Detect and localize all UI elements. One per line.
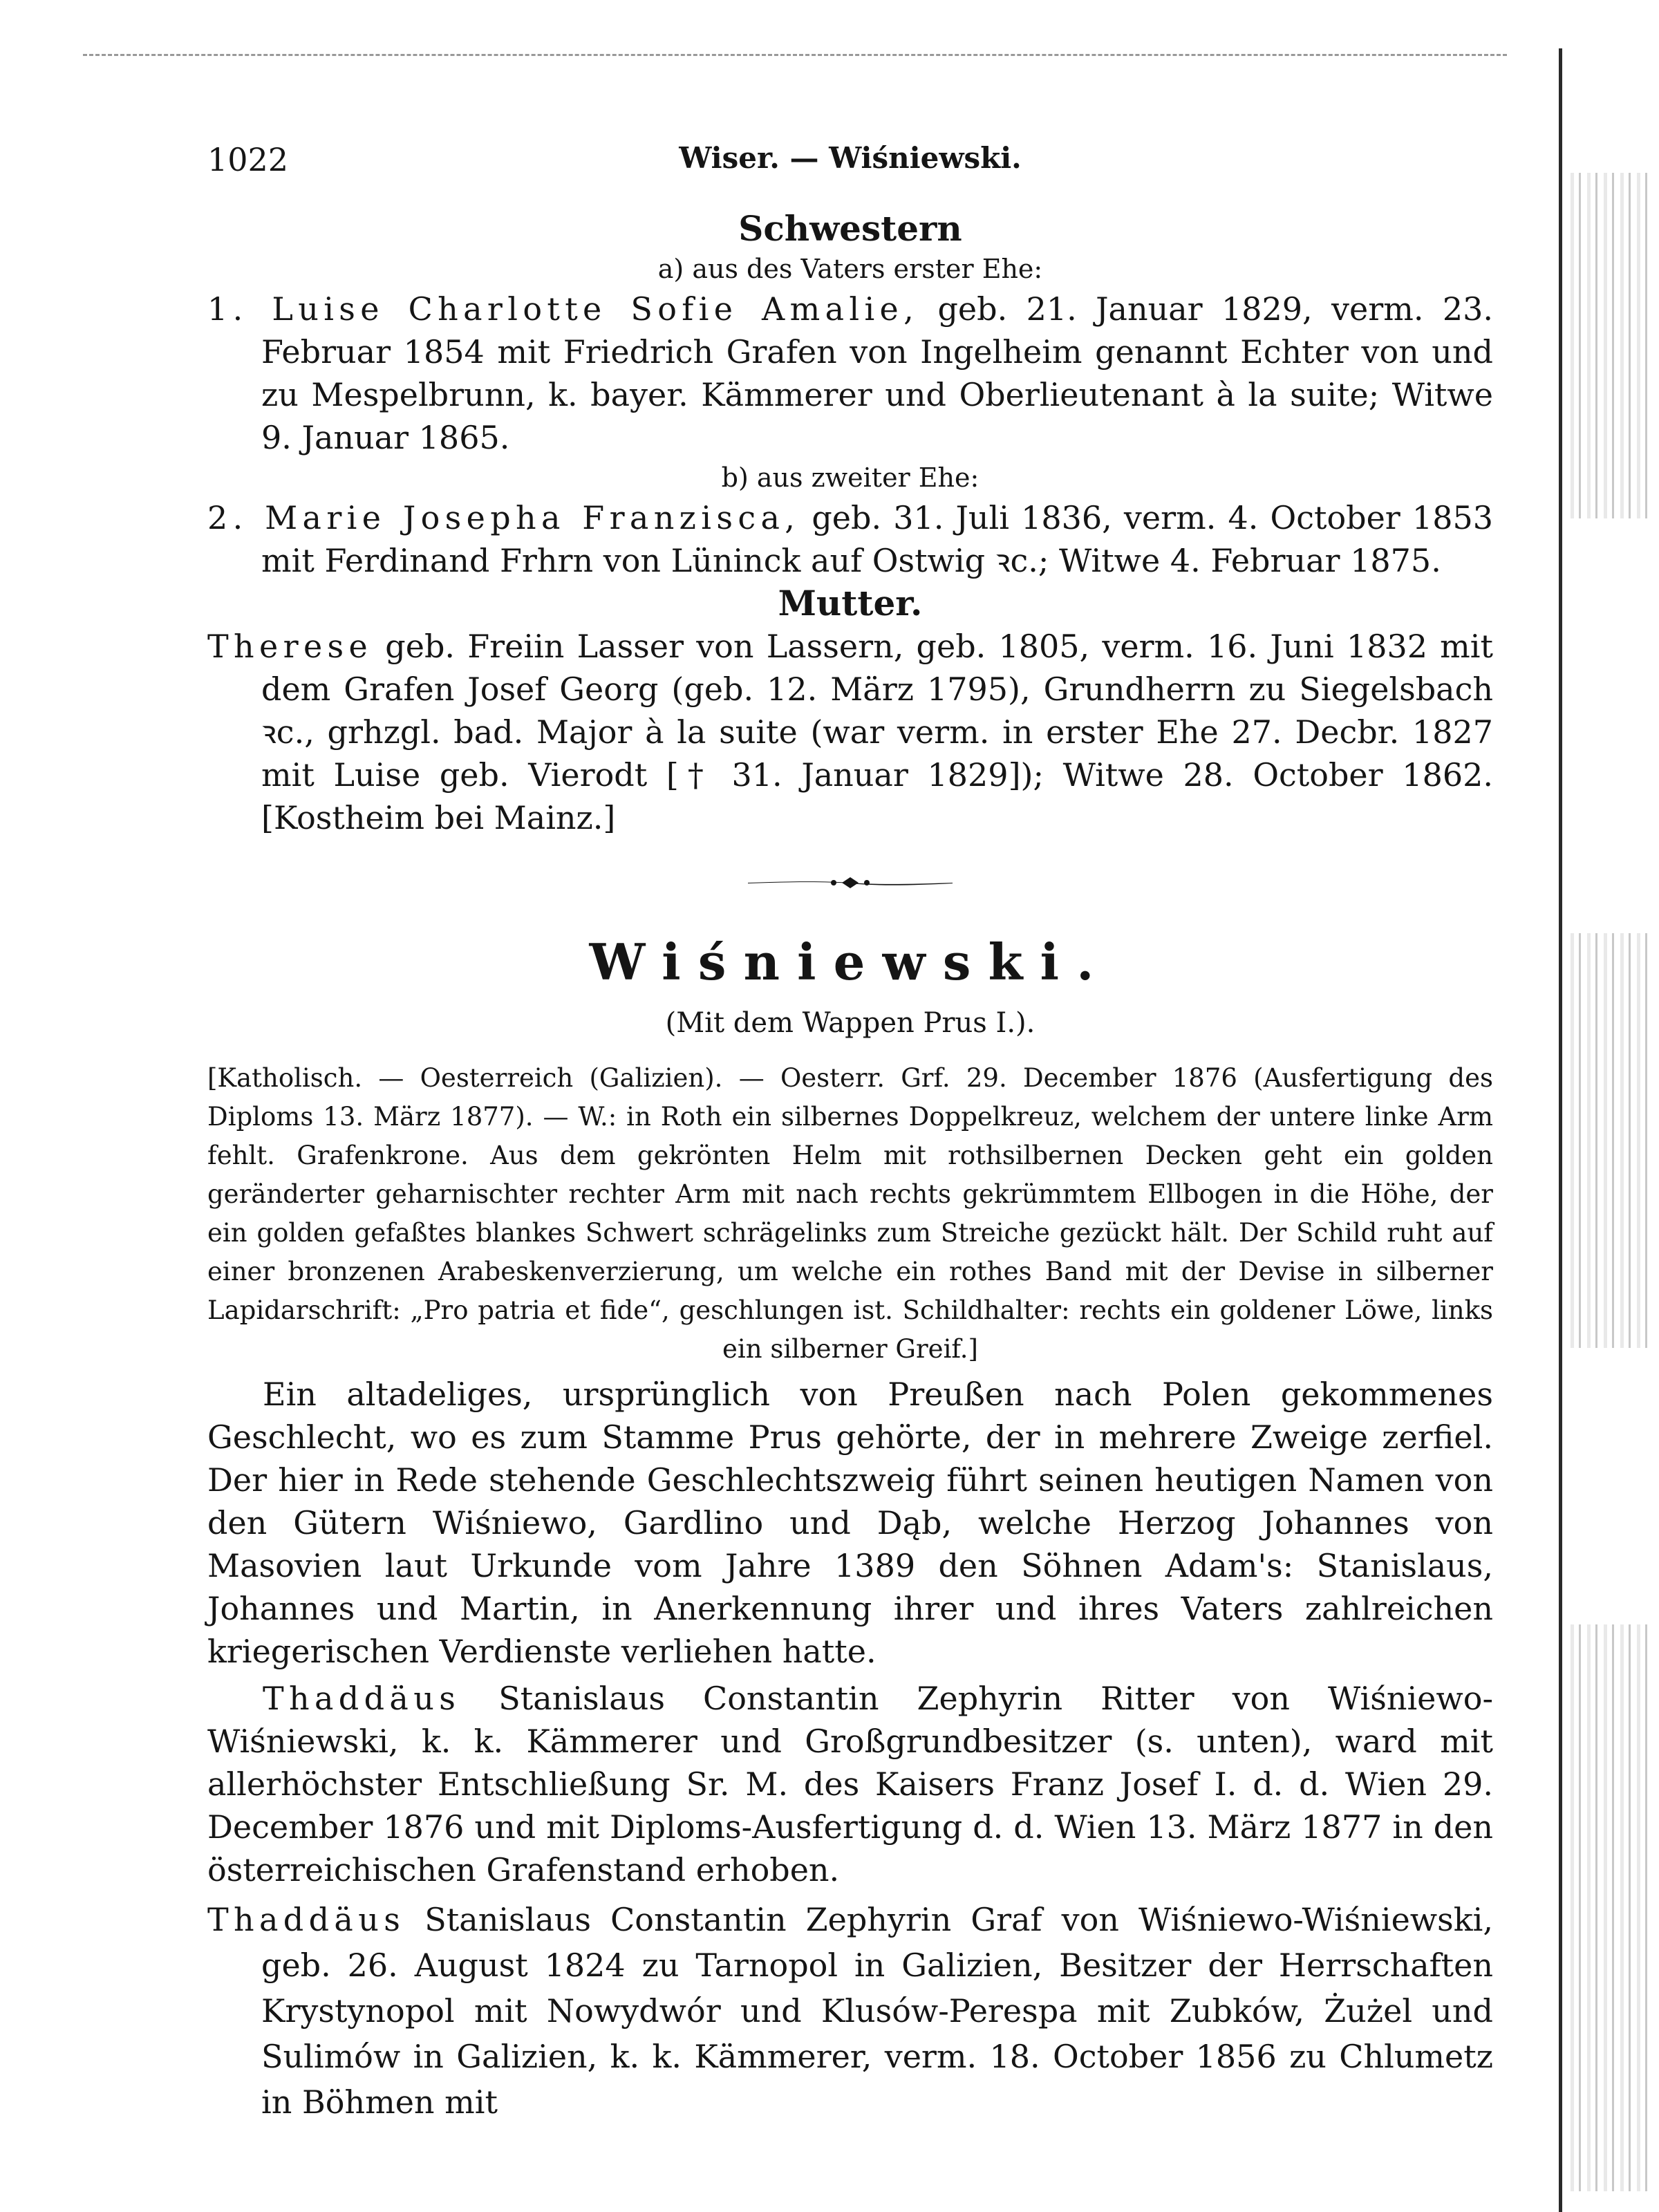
section-divider-ornament xyxy=(747,875,954,890)
family-title: Wiśniewski. xyxy=(589,932,1112,991)
top-edge-line xyxy=(83,54,1507,56)
entry-text: geb. 21. Januar 1829, verm. 23. Februar 1854 mit Friedrich Grafen von Ingelheim genannt Echter von und zu Mespelbrunn, k. bayer. Kämmerer und Oberlieutenant à la suite; Witwe 9. Januar 1865. xyxy=(261,290,1493,456)
history-paragraph: Ein altadeliges, ursprünglich von Preußen nach Polen gekommenes Geschlecht, wo es zum Stamme Prus gehörte, der in mehrere Zweige zerfiel. Der hier in Rede stehende Geschlechtszweig führt seinen heutigen Namen von den Gütern Wiśniewo, Gardlino und Dąb, welche Herzog Johannes von Masovien laut Urkunde vom Jahre 1389 den Söhnen Adam's: Stanislaus, Johannes und Martin, in Anerkennung ihrer und ihres Vaters zahlreichen kriegerischen Verdienste verliehen hatte. xyxy=(207,1376,1493,1670)
entry-text: geb. Freiin Lasser von Lassern, geb. 1805, verm. 16. Juni 1832 mit dem Grafen Josef Georg (geb. 12. März 1795), Grundherrn zu Siegelsbach ꝛc., grhzgl. bad. Major à la suite (war verm. in erster Ehe 27. Decbr. 1827 mit Luise geb. Vierodt [† 31. Januar 1829]); Witwe 28. October 1862. [Kostheim bei Mainz.] xyxy=(261,628,1494,836)
head-of-family-entry xyxy=(207,1897,1493,2125)
entry-name: 2. Marie Josepha Franzisca, xyxy=(207,499,800,536)
mother-heading: Mutter. xyxy=(778,583,923,624)
sister-entry-2 xyxy=(207,496,1493,582)
entry-name: Therese xyxy=(207,628,373,665)
page-spine xyxy=(1559,48,1562,2212)
family-subtitle: (Mit dem Wappen Prus I.). xyxy=(665,1007,1035,1039)
blazon-paragraph: [Katholisch. — Oesterreich (Galizien). — Oesterr. Grf. 29. December 1876 (Ausfertigung des Diploms 13. März 1877). — W.: in Roth ein silbernes Doppelkreuz, welchem der untere linke Arm fehlt. Grafenkrone. Aus dem gekrönten Helm mit rothsilbernen Decken geht ein golden geränderter geharnischter rechter Arm mit nach rechts gekrümmtem Ellbogen in die Höhe, der ein golden gefaßtes blankes Schwert schrägelinks zum Streiche gezückt hält. Der Schild ruht auf einer bronzenen Arabeskenverzierung, um welche ein rothes Band mit der Devise in silberner Lapidarschrift: „Pro patria et fide“, geschlungen ist. Schildhalter: rechts ein goldener Löwe, links ein silberner Greif.] xyxy=(207,1063,1493,1364)
facing-page-bleed xyxy=(1571,933,1650,1348)
running-head: Wiser. — Wiśniewski. xyxy=(679,141,1022,175)
mother-entry xyxy=(207,625,1493,839)
entry-name: 1. Luise Charlotte Sofie Amalie, xyxy=(207,290,919,328)
entry-name: Thaddäus xyxy=(207,1901,406,1938)
entry-text: geb. 31. Juli 1836, verm. 4. October 1853 mit Ferdinand Frhrn von Lüninck auf Ostwig ꝛc.; Witwe 4. Februar 1875. xyxy=(261,499,1493,579)
siblings-heading: Schwestern xyxy=(738,208,962,249)
elevation-paragraph xyxy=(207,1677,1493,1891)
sister-entry-1 xyxy=(207,288,1493,459)
page-content xyxy=(207,207,1493,2125)
entry-name: Thaddäus xyxy=(263,1680,461,1717)
facing-page-bleed xyxy=(1571,1624,1650,2191)
entry-text: Stanislaus Constantin Zephyrin Ritter von Wiśniewo-Wiśniewski, k. k. Kämmerer und Großgrundbesitzer (s. unten), ward mit allerhöchster Entschließung Sr. M. des Kaisers Franz Josef I. d. d. Wien 29. December 1876 und mit Diploms-Ausfertigung d. d. Wien 13. März 1877 in den österreichischen Grafenstand erhoben. xyxy=(207,1680,1494,1888)
facing-page-bleed xyxy=(1571,173,1650,518)
entry-text: Stanislaus Constantin Zephyrin Graf von Wiśniewo-Wiśniewski, geb. 26. August 1824 zu Tarnopol in Galizien, Besitzer der Herrschaften Krystynopol mit Nowydwór und Klusów-Perespa mit Zubków, Żużel und Sulimów in Galizien, k. k. Kämmerer, verm. 18. October 1856 zu Chlumetz in Böhmen mit xyxy=(261,1901,1493,2121)
first-marriage-subheading: a) aus des Vaters erster Ehe: xyxy=(657,254,1043,284)
page-number: 1022 xyxy=(207,141,289,178)
second-marriage-subheading: b) aus zweiter Ehe: xyxy=(721,462,980,493)
page-header xyxy=(207,141,1493,182)
